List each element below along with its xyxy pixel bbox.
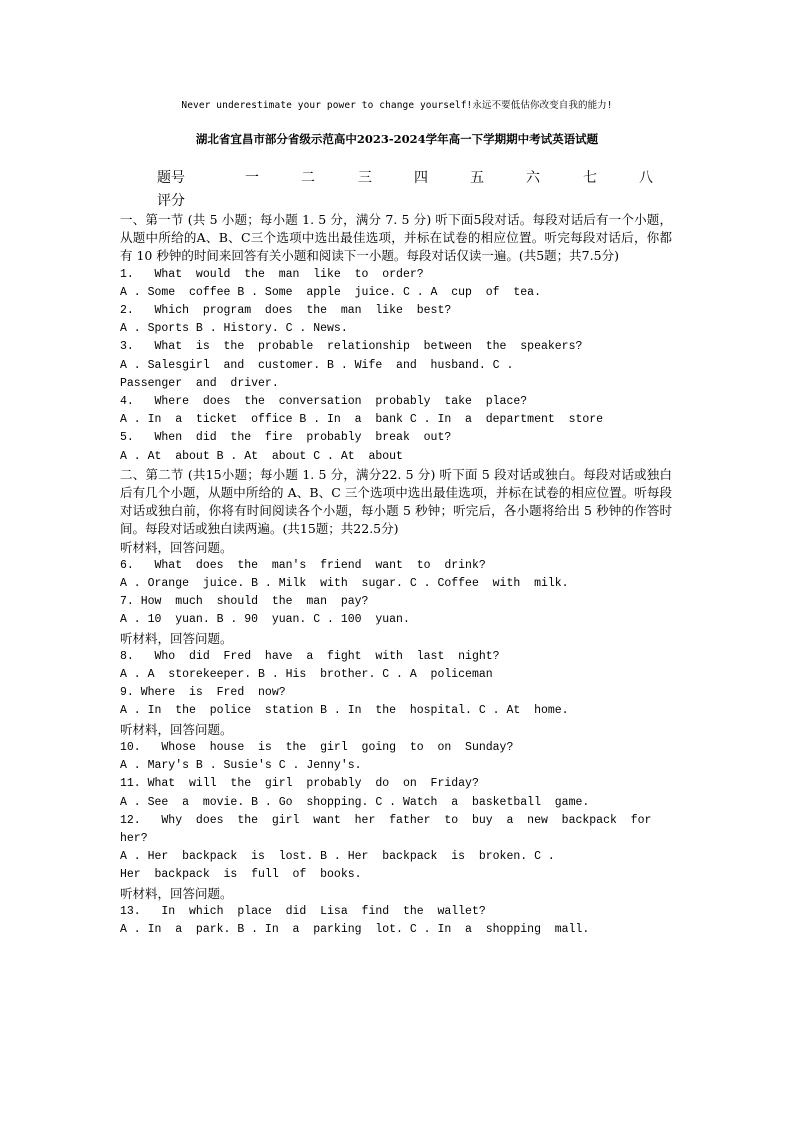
- exam-title: 湖北省宜昌市部分省级示范高中2023-2024学年高一下学期期中考试英语试题: [195, 132, 599, 146]
- question-line: 8. Who did Fred have a fight with last night?: [120, 649, 500, 663]
- option-line: Her backpack is full of books.: [120, 868, 362, 882]
- score-col-1: 一: [245, 170, 259, 186]
- option-line: Passenger and driver.: [120, 376, 279, 390]
- score-col-7: 七: [583, 170, 597, 186]
- score-table-row: [157, 167, 657, 189]
- exam-content: [120, 211, 672, 939]
- option-line: A . At about B . At about C . At about: [120, 449, 403, 463]
- score-col-6: 六: [526, 170, 540, 186]
- question-line: 3. What is the probable relationship between the speakers?: [120, 340, 583, 354]
- motto-header: Never underestimate your power to change yourself!永远不要低估你改变自我的能力!: [181, 100, 613, 111]
- question-line: 7. How much should the man pay?: [120, 595, 369, 609]
- option-line: A . Sports B . History. C . News.: [120, 322, 348, 336]
- material-heading: 听材料，回答问题。: [120, 630, 233, 646]
- question-line: 13. In which place did Lisa find the wallet?: [120, 904, 486, 918]
- question-line: her?: [120, 831, 148, 845]
- score-col-5: 五: [470, 170, 484, 186]
- material-heading: 听材料，回答问题。: [120, 721, 233, 737]
- score-col-4: 四: [414, 170, 428, 186]
- score-col-3: 三: [358, 170, 372, 186]
- section2-intro: 二、第二节 (共15小题；每小题 1. 5 分，满分22. 5 分) 听下面 5 段对话或独白。每段对话或独白后有几个小题，从题中所给的 A、B、C 三个选项中选出最佳选项，并标在试卷的相应位置。听每段对话或独白前，你将有时间阅读各个小题，每小题 5 秒钟；听完后，各小题将给出 5 秒钟的作答时间。每段对话或独白读两遍。(共15题；共22.5分): [120, 466, 672, 537]
- score-label-number: 题号: [157, 170, 185, 186]
- option-line: A . Orange juice. B . Milk with sugar. C . Coffee with milk.: [120, 577, 569, 591]
- option-line: A . In a ticket office B . In a bank C . In a department store: [120, 413, 604, 427]
- section1-intro: 一、第一节 (共 5 小题；每小题 1. 5 分，满分 7. 5 分) 听下面5段对话。每段对话后有一个小题，从题中所给的A、B、C三个选项中选出最佳选项，并标在试卷的相应位置。听完每段对话后，你都有 10 秒钟的时间来回答有关小题和阅读下一小题。每段对话仅读一遍。(共5题；共7.5分): [120, 212, 672, 264]
- score-col-8: 八: [639, 170, 653, 186]
- material-heading: 听材料，回答问题。: [120, 885, 233, 901]
- score-col-2: 二: [301, 170, 315, 186]
- question-line: 5. When did the fire probably break out?: [120, 431, 452, 445]
- option-line: A . A storekeeper. B . His brother. C . A policeman: [120, 668, 493, 682]
- option-line: A . Mary's B . Susie's C . Jenny's.: [120, 759, 362, 773]
- question-line: 12. Why does the girl want her father to buy a new backpack for: [120, 813, 652, 827]
- option-line: A . Some coffee B . Some apple juice. C . A cup of tea.: [120, 285, 541, 299]
- question-line: 9. Where is Fred now?: [120, 686, 286, 700]
- option-line: A . See a movie. B . Go shopping. C . Watch a basketball game.: [120, 795, 590, 809]
- option-line: A . 10 yuan. B . 90 yuan. C . 100 yuan.: [120, 613, 410, 627]
- question-line: 10. Whose house is the girl going to on Sunday?: [120, 740, 514, 754]
- question-line: 4. Where does the conversation probably take place?: [120, 395, 528, 409]
- option-line: A . In a park. B . In a parking lot. C . In a shopping mall.: [120, 922, 590, 936]
- question-line: 6. What does the man's friend want to drink?: [120, 558, 486, 572]
- option-line: A . Her backpack is lost. B . Her backpack is broken. C .: [120, 850, 555, 864]
- material-heading: 听材料，回答问题。: [120, 539, 233, 555]
- question-line: 11. What will the girl probably do on Friday?: [120, 777, 479, 791]
- question-line: 2. Which program does the man like best?: [120, 304, 452, 318]
- option-line: A . Salesgirl and customer. B . Wife and husband. C .: [120, 358, 514, 372]
- score-label-grade: 评分: [157, 193, 185, 209]
- option-line: A . In the police station B . In the hospital. C . At home.: [120, 704, 569, 718]
- question-line: 1. What would the man like to order?: [120, 267, 424, 281]
